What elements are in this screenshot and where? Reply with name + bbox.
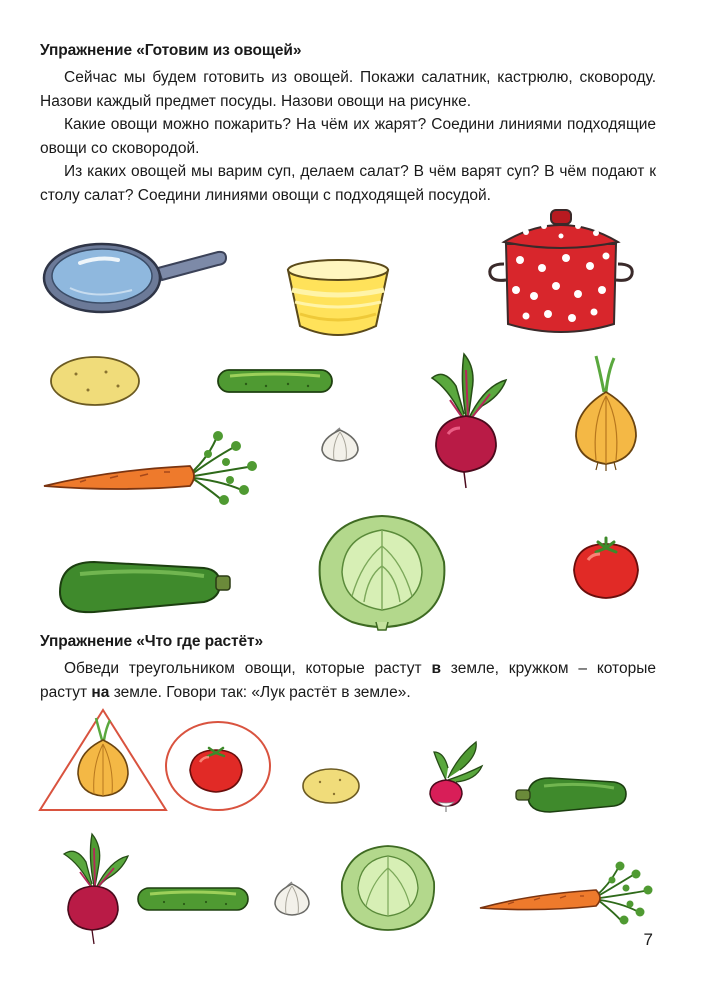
exercise-2-title: Упражнение «Что где растёт»: [40, 633, 264, 650]
cucumber-icon: [216, 366, 334, 396]
exercise-1-title: Упражнение «Готовим из овощей»: [40, 42, 302, 59]
cucumber-icon: [136, 884, 250, 914]
frying-pan-icon: [40, 238, 230, 318]
radish-icon: [416, 738, 486, 812]
garlic-icon: [272, 878, 312, 918]
potato-icon: [48, 354, 142, 408]
carrot-icon: [40, 426, 260, 506]
beet-icon: [54, 832, 132, 946]
exercise-1-paragraph-3: Из каких овощей мы варим суп, делаем салат? В чём варят суп? В чём подают к столу салат? Соедини линиями овощи с подходящей посудой.: [40, 163, 656, 204]
exercise-2-paragraph: Обведи треугольником овощи, которые растут в земле, кружком – которые растут на земле. Говори так: «Лук растёт в земле».: [40, 660, 656, 701]
cabbage-icon: [312, 506, 452, 632]
beet-icon: [420, 350, 512, 490]
salad-bowl-icon: [282, 256, 394, 342]
garlic-icon: [318, 424, 362, 464]
zucchini-icon: [514, 770, 638, 816]
triangle-onion-example: [36, 706, 170, 814]
pot-icon: [486, 206, 636, 342]
exercise-1-paragraph-1: Сейчас мы будем готовить из овощей. Покажи салатник, кастрюлю, сковороду. Назови каждый предмет посуды. Назови овощи на рисунке.: [40, 69, 656, 110]
cabbage-icon: [336, 838, 440, 934]
onion-icon: [572, 352, 640, 472]
circle-tomato-example: [162, 718, 274, 814]
potato-icon: [300, 766, 362, 806]
carrot-icon: [476, 858, 656, 926]
page-number: 7: [643, 930, 653, 949]
zucchini-icon: [54, 552, 234, 618]
exercise-1-paragraph-2: Какие овощи можно пожарить? На чём их жарят? Соедини линиями подходящие овощи со сковородой.: [40, 116, 656, 157]
tomato-icon: [570, 536, 642, 600]
